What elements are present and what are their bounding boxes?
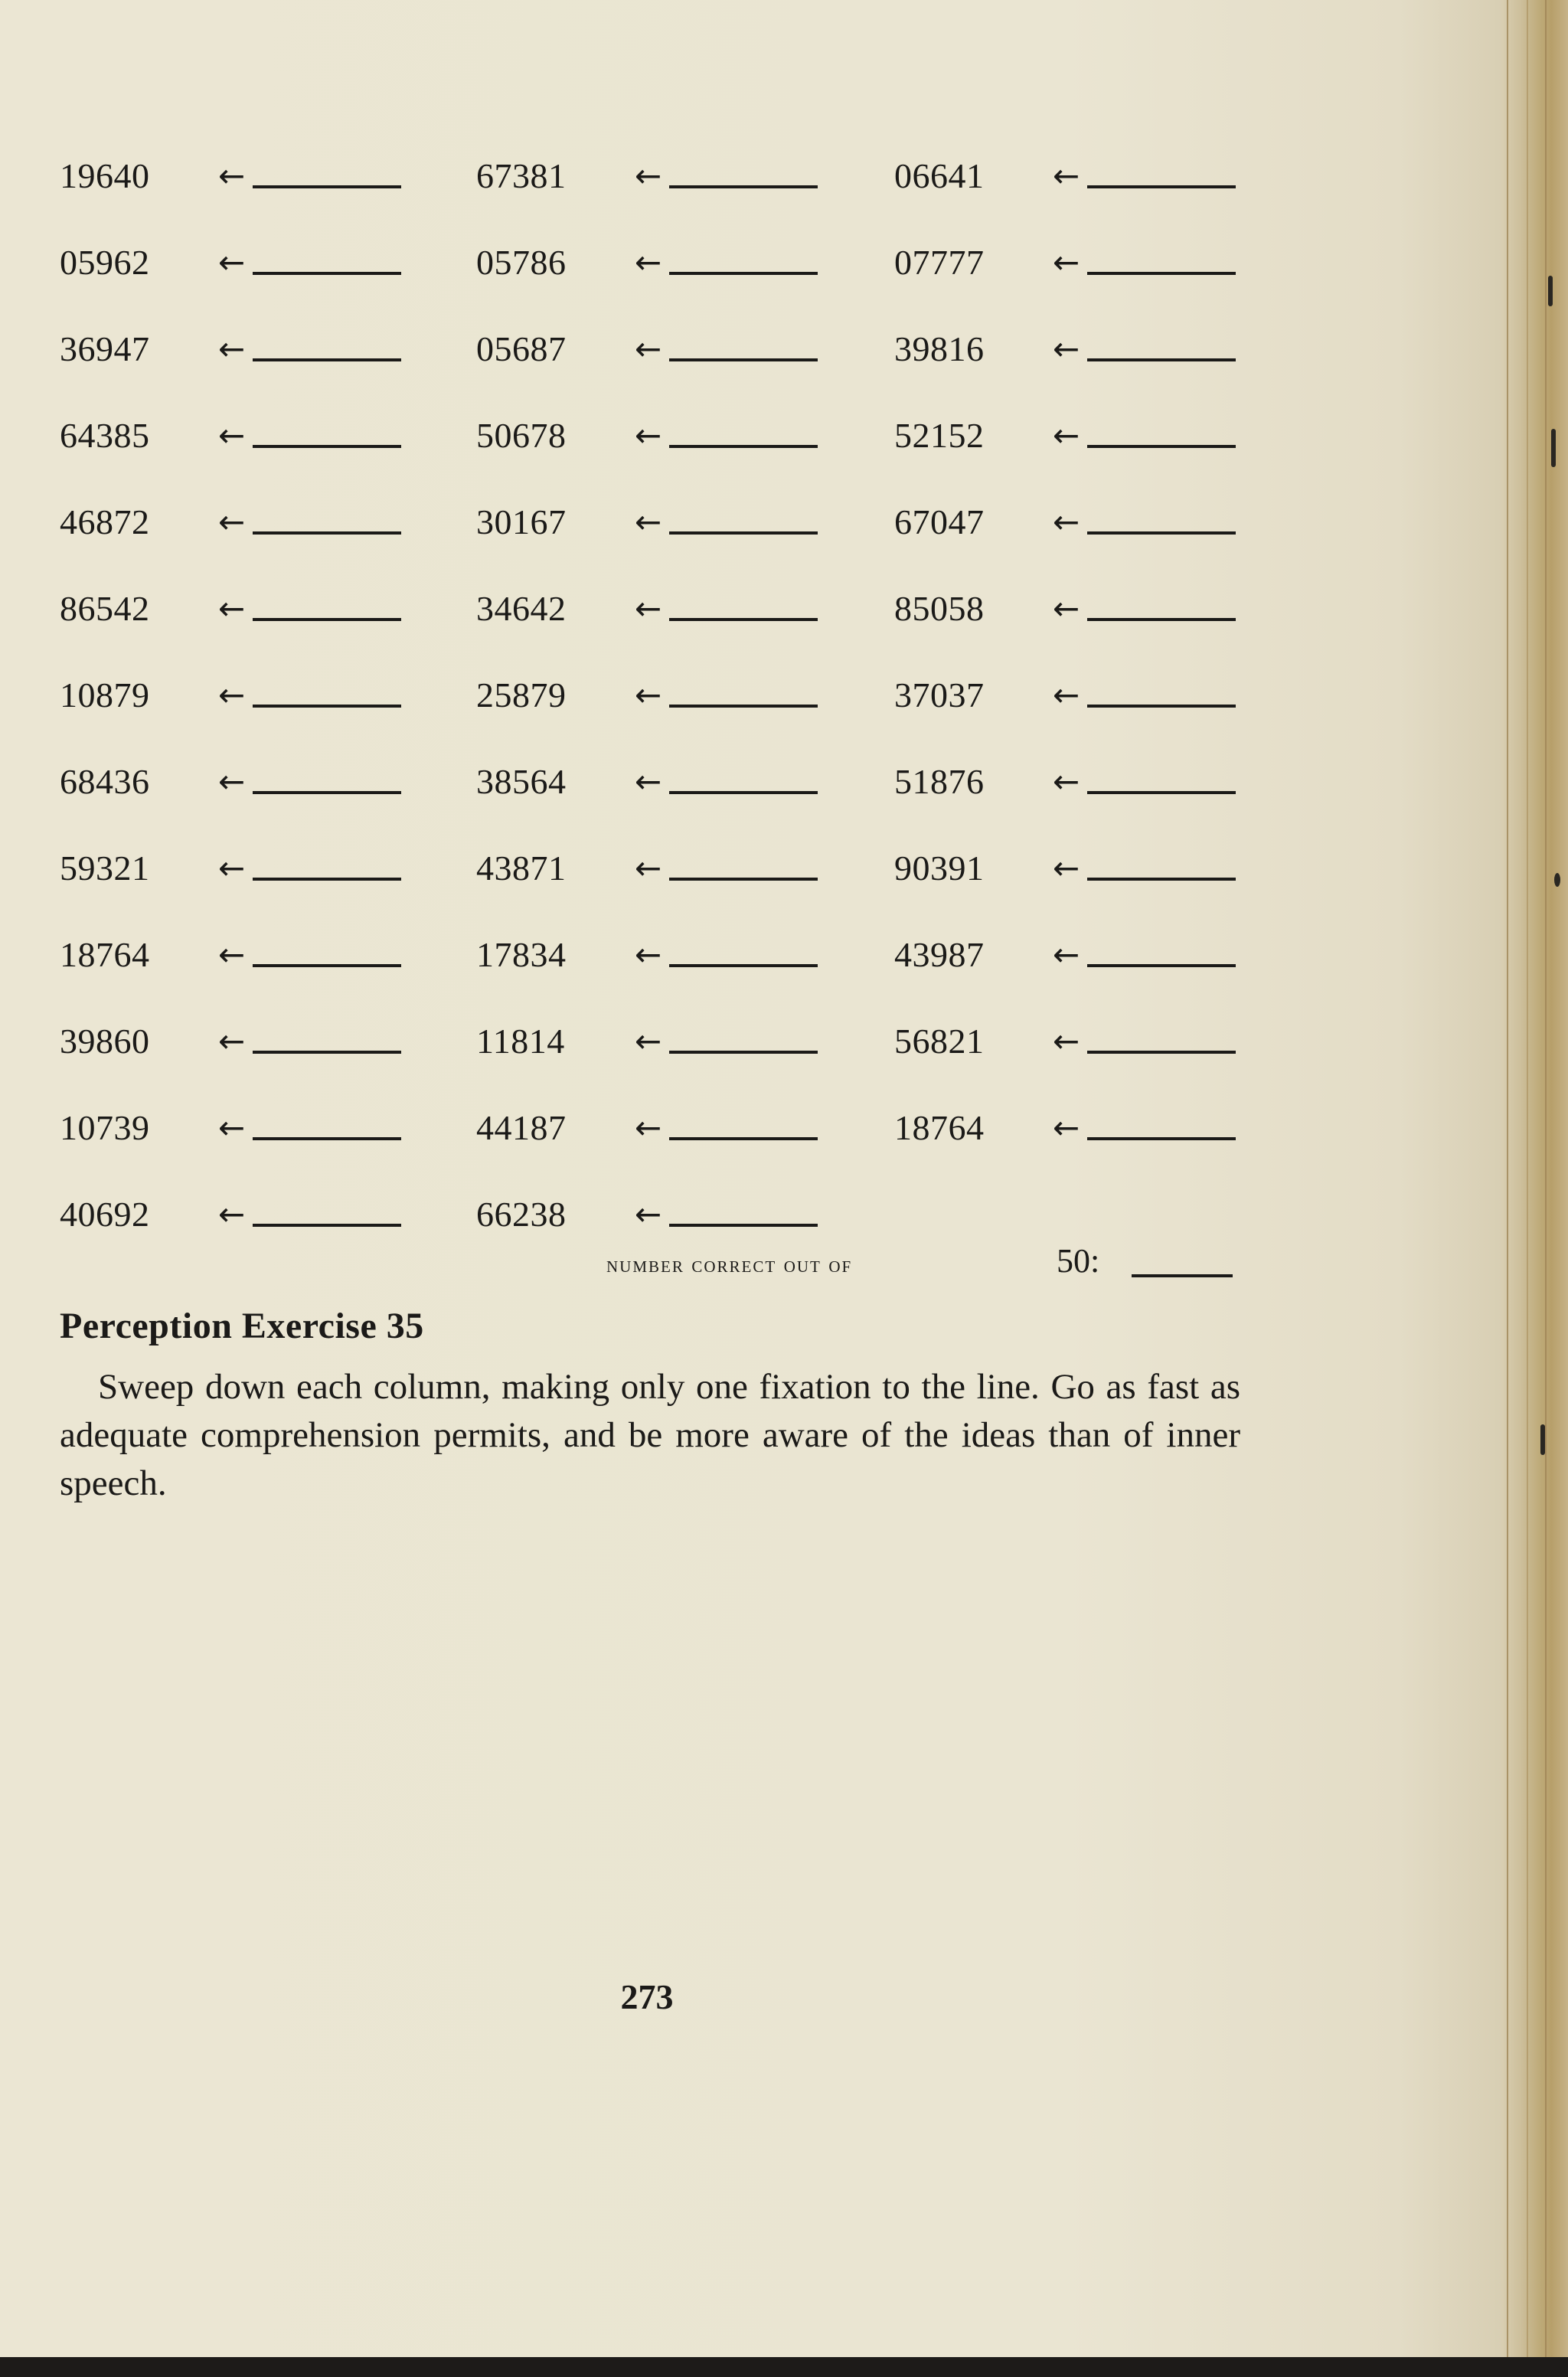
answer-blank[interactable] <box>253 1137 401 1140</box>
row-number: 05786 <box>476 243 567 282</box>
answer-blank[interactable] <box>669 1224 818 1227</box>
answer-blank[interactable] <box>1087 705 1236 708</box>
left-arrow-icon: ← <box>1053 590 1080 627</box>
left-arrow-icon: ← <box>218 244 246 281</box>
number-row <box>894 240 1323 286</box>
row-number: 67047 <box>894 502 985 541</box>
answer-blank[interactable] <box>253 358 401 361</box>
answer-blank[interactable] <box>669 964 818 967</box>
answer-blank[interactable] <box>253 185 401 188</box>
binding-mark <box>1548 276 1553 306</box>
answer-blank[interactable] <box>669 1051 818 1054</box>
answer-blank[interactable] <box>669 705 818 708</box>
left-arrow-icon: ← <box>635 1022 662 1060</box>
row-number: 25879 <box>476 675 567 714</box>
left-arrow-icon: ← <box>635 503 662 541</box>
row-number: 44187 <box>476 1108 567 1147</box>
number-row <box>60 932 488 978</box>
number-row <box>894 932 1323 978</box>
row-number: 86542 <box>60 589 150 628</box>
answer-blank[interactable] <box>1087 445 1236 448</box>
number-row <box>476 413 905 459</box>
number-row <box>60 672 488 718</box>
left-arrow-icon: ← <box>635 244 662 281</box>
left-arrow-icon: ← <box>1053 1109 1080 1146</box>
number-row <box>60 759 488 805</box>
number-row <box>60 413 488 459</box>
left-arrow-icon: ← <box>218 1109 246 1146</box>
binding-mark <box>1540 1424 1545 1455</box>
row-number: 38564 <box>476 762 567 801</box>
row-number: 43871 <box>476 848 567 888</box>
exercise-heading: Perception Exercise 35 <box>60 1306 424 1346</box>
row-number: 39816 <box>894 329 985 368</box>
row-number: 11814 <box>476 1022 565 1061</box>
left-arrow-icon: ← <box>635 849 662 887</box>
left-arrow-icon: ← <box>218 849 246 887</box>
number-row <box>894 845 1323 891</box>
number-row <box>60 586 488 632</box>
left-arrow-icon: ← <box>1053 503 1080 541</box>
page-edge-binding <box>1501 0 1568 2377</box>
left-arrow-icon: ← <box>1053 676 1080 714</box>
left-arrow-icon: ← <box>218 1195 246 1233</box>
answer-blank[interactable] <box>1087 791 1236 794</box>
row-number: 07777 <box>894 243 985 282</box>
left-arrow-icon: ← <box>218 590 246 627</box>
row-number: 59321 <box>60 848 150 888</box>
answer-blank[interactable] <box>1087 964 1236 967</box>
row-number: 46872 <box>60 502 150 541</box>
number-row <box>476 326 905 372</box>
number-row <box>476 586 905 632</box>
answer-blank[interactable] <box>669 791 818 794</box>
left-arrow-icon: ← <box>1053 417 1080 454</box>
left-arrow-icon: ← <box>1053 157 1080 195</box>
page-number: 273 <box>620 1977 674 2016</box>
answer-blank[interactable] <box>669 878 818 881</box>
row-number: 10739 <box>60 1108 150 1147</box>
left-arrow-icon: ← <box>1053 763 1080 800</box>
number-row <box>476 240 905 286</box>
row-number: 17834 <box>476 935 567 974</box>
number-row <box>476 1105 905 1151</box>
row-number: 10879 <box>60 675 150 714</box>
answer-blank[interactable] <box>1087 185 1236 188</box>
row-number: 68436 <box>60 762 150 801</box>
number-row <box>476 153 905 199</box>
left-arrow-icon: ← <box>218 676 246 714</box>
answer-blank[interactable] <box>253 791 401 794</box>
row-number: 50678 <box>476 416 567 455</box>
number-row <box>894 586 1323 632</box>
left-arrow-icon: ← <box>635 763 662 800</box>
left-arrow-icon: ← <box>635 936 662 973</box>
left-arrow-icon: ← <box>218 1022 246 1060</box>
left-arrow-icon: ← <box>218 503 246 541</box>
row-number: 18764 <box>60 935 150 974</box>
number-row <box>476 499 905 545</box>
number-row <box>894 672 1323 718</box>
number-row <box>476 1192 905 1238</box>
number-row <box>894 1018 1323 1064</box>
row-number: 18764 <box>894 1108 985 1147</box>
number-row <box>476 845 905 891</box>
number-row <box>894 413 1323 459</box>
answer-blank[interactable] <box>253 531 401 535</box>
number-row <box>894 326 1323 372</box>
row-number: 34642 <box>476 589 567 628</box>
row-number: 67381 <box>476 156 567 195</box>
page-edge-line <box>1545 0 1547 2377</box>
number-row <box>476 672 905 718</box>
left-arrow-icon: ← <box>635 157 662 195</box>
left-arrow-icon: ← <box>218 330 246 368</box>
number-row <box>476 1018 905 1064</box>
score-answer-blank[interactable] <box>1132 1274 1233 1277</box>
row-number: 05687 <box>476 329 567 368</box>
left-arrow-icon: ← <box>635 417 662 454</box>
binding-mark <box>1554 873 1560 887</box>
number-row <box>60 153 488 199</box>
answer-blank[interactable] <box>253 878 401 881</box>
answer-blank[interactable] <box>1087 1051 1236 1054</box>
row-number: 90391 <box>894 848 985 888</box>
answer-blank[interactable] <box>669 531 818 535</box>
number-row <box>476 932 905 978</box>
binding-mark <box>1551 429 1556 467</box>
left-arrow-icon: ← <box>635 590 662 627</box>
answer-blank[interactable] <box>1087 618 1236 621</box>
number-row <box>60 1105 488 1151</box>
number-row <box>60 499 488 545</box>
answer-blank[interactable] <box>1087 272 1236 275</box>
number-row <box>60 326 488 372</box>
row-number: 30167 <box>476 502 567 541</box>
row-number: 40692 <box>60 1195 150 1234</box>
left-arrow-icon: ← <box>218 417 246 454</box>
number-row <box>60 240 488 286</box>
page-edge-line <box>1527 0 1528 2377</box>
left-arrow-icon: ← <box>635 676 662 714</box>
answer-blank[interactable] <box>1087 1137 1236 1140</box>
answer-blank[interactable] <box>253 1051 401 1054</box>
number-row <box>60 1018 488 1064</box>
answer-blank[interactable] <box>253 964 401 967</box>
left-arrow-icon: ← <box>218 763 246 800</box>
answer-blank[interactable] <box>1087 531 1236 535</box>
answer-blank[interactable] <box>253 705 401 708</box>
row-number: 19640 <box>60 156 150 195</box>
number-row <box>60 1192 488 1238</box>
left-arrow-icon: ← <box>1053 936 1080 973</box>
number-row <box>894 759 1323 805</box>
answer-blank[interactable] <box>253 445 401 448</box>
answer-blank[interactable] <box>253 272 401 275</box>
answer-blank[interactable] <box>669 618 818 621</box>
row-number: 56821 <box>894 1022 985 1061</box>
row-number: 43987 <box>894 935 985 974</box>
row-number: 39860 <box>60 1022 150 1061</box>
answer-blank[interactable] <box>669 358 818 361</box>
number-row <box>894 499 1323 545</box>
left-arrow-icon: ← <box>1053 244 1080 281</box>
row-number: 52152 <box>894 416 985 455</box>
answer-blank[interactable] <box>669 272 818 275</box>
number-row <box>476 759 905 805</box>
left-arrow-icon: ← <box>218 157 246 195</box>
left-arrow-icon: ← <box>218 936 246 973</box>
row-number: 06641 <box>894 156 985 195</box>
number-row <box>894 1105 1323 1151</box>
score-line <box>606 1239 1250 1285</box>
scan-bottom-edge <box>0 2357 1568 2377</box>
answer-blank[interactable] <box>669 445 818 448</box>
answer-blank[interactable] <box>1087 878 1236 881</box>
score-total: 50: <box>1057 1242 1100 1280</box>
row-number: 66238 <box>476 1195 567 1234</box>
left-arrow-icon: ← <box>635 1195 662 1233</box>
answer-blank[interactable] <box>253 618 401 621</box>
row-number: 85058 <box>894 589 985 628</box>
number-row <box>894 153 1323 199</box>
exercise-instructions: Sweep down each column, making only one fixation to the line. Go as fast as adequate comprehension permits, and be more aware of the ideas than of inner speech. <box>60 1367 1240 1503</box>
row-number: 05962 <box>60 243 150 282</box>
left-arrow-icon: ← <box>635 1109 662 1146</box>
left-arrow-icon: ← <box>1053 330 1080 368</box>
row-number: 64385 <box>60 416 150 455</box>
row-number: 36947 <box>60 329 150 368</box>
number-row <box>60 845 488 891</box>
row-number: 37037 <box>894 675 985 714</box>
answer-blank[interactable] <box>1087 358 1236 361</box>
answer-blank[interactable] <box>669 185 818 188</box>
answer-blank[interactable] <box>253 1224 401 1227</box>
answer-blank[interactable] <box>669 1137 818 1140</box>
left-arrow-icon: ← <box>635 330 662 368</box>
row-number: 51876 <box>894 762 985 801</box>
page-edge-line <box>1507 0 1508 2377</box>
score-label: number correct out of <box>606 1252 853 1277</box>
left-arrow-icon: ← <box>1053 1022 1080 1060</box>
left-arrow-icon: ← <box>1053 849 1080 887</box>
